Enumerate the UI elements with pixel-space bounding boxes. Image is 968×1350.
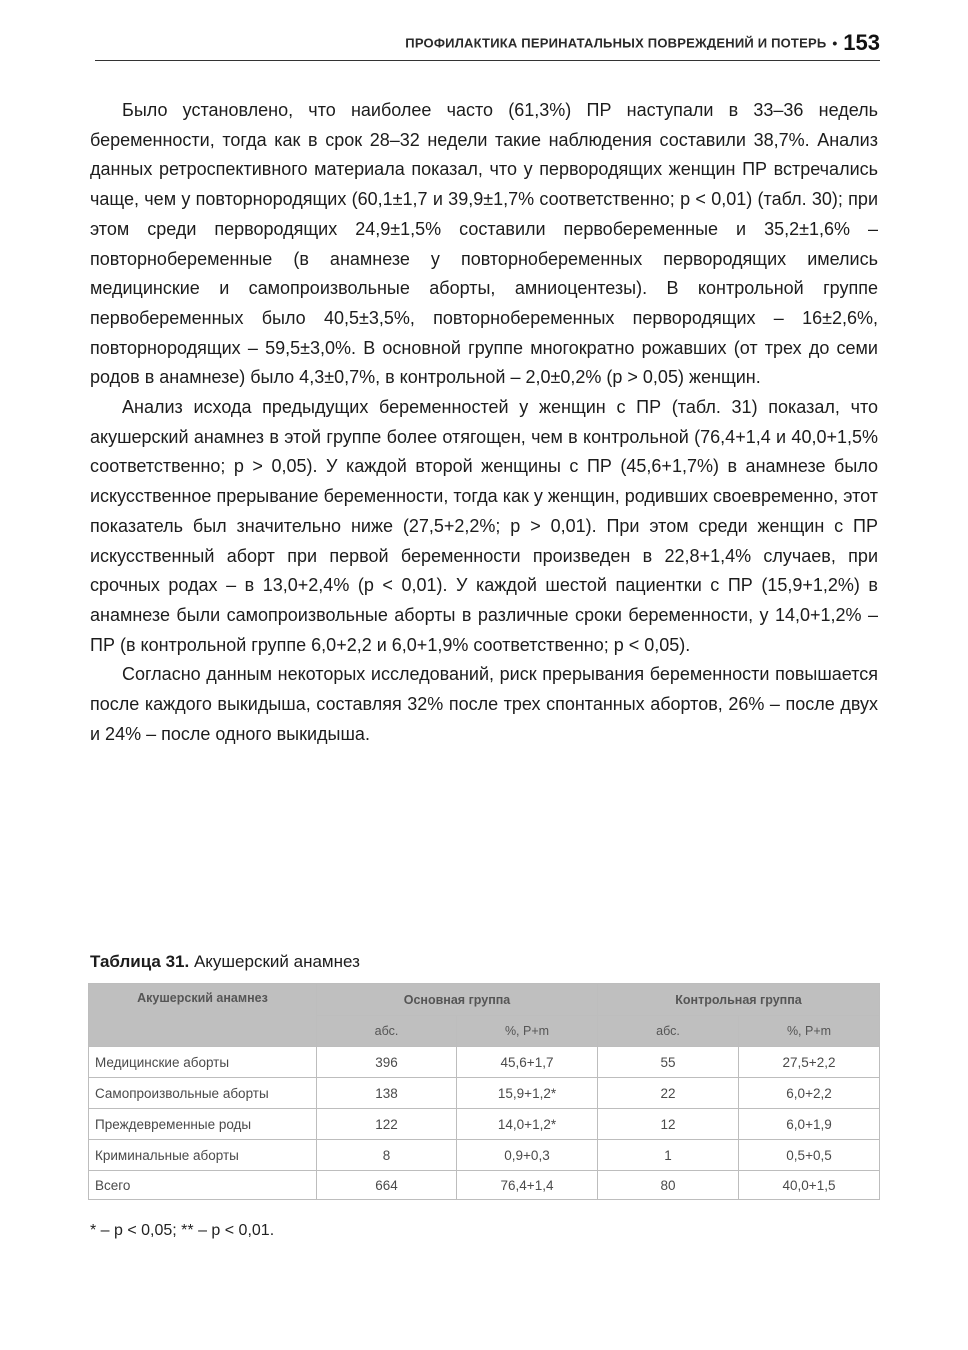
- table-caption: [90, 952, 360, 972]
- table-caption-label: Таблица 31.: [90, 952, 190, 971]
- cell-main-abs: 138: [317, 1078, 457, 1109]
- cell-ctrl-abs: 1: [598, 1140, 739, 1171]
- table-row: [89, 1078, 880, 1109]
- main-text: [90, 96, 878, 749]
- anamnesis-table: [88, 983, 880, 1200]
- paragraph-3: Согласно данным некоторых исследований, риск прерывания беременности повышается после каждого выкидыша, составляя 32% после трех спонтанных абортов, 26% – после двух и 24% – после одного выкидыша.: [90, 664, 878, 744]
- row-label: Самопроизвольные аборты: [89, 1078, 317, 1109]
- cell-main-pct: 14,0+1,2*: [457, 1109, 598, 1140]
- cell-ctrl-pct: 6,0+1,9: [739, 1109, 880, 1140]
- paragraph-1: Было установлено, что наиболее часто (61,3%) ПР наступали в 33–36 недель беременности, тогда как в срок 28–32 недели такие наблюдения составили 38,7%. Анализ данных ретроспективного материала показал, что у первородящих женщин ПР встречались чаще, чем у повторнородящих (60,1±1,7 и 39,9±1,7% соответственно; p < 0,01) (табл. 30); при этом среди первородящих 24,9±1,5% составили первобеременные и 35,2±1,6% – повторнобеременные (в анамнезе у повторнобеременных первородящих имелись медицинские и самопроизвольные аборты, амниоцентезы). В контрольной группе первобеременных было 40,5±3,5%, повторнобеременных первородящих – 16±2,6%, повторнородящих – 59,5±3,0%. В основной группе многократно рожавших (от трех до семи родов в анамнезе) было 4,3±0,7%, в контрольной – 2,0±0,2% (p > 0,05) женщин.: [90, 100, 878, 388]
- header-main-abs: абс.: [317, 1016, 457, 1047]
- header-main-pct: %, P+m: [457, 1016, 598, 1047]
- cell-main-pct: 76,4+1,4: [457, 1171, 598, 1200]
- cell-ctrl-pct: 6,0+2,2: [739, 1078, 880, 1109]
- cell-ctrl-abs: 22: [598, 1078, 739, 1109]
- header-main-group: Основная группа: [317, 984, 598, 1016]
- cell-ctrl-pct: 40,0+1,5: [739, 1171, 880, 1200]
- cell-ctrl-abs: 80: [598, 1171, 739, 1200]
- row-label: Медицинские аборты: [89, 1047, 317, 1078]
- cell-ctrl-pct: 27,5+2,2: [739, 1047, 880, 1078]
- cell-ctrl-pct: 0,5+0,5: [739, 1140, 880, 1171]
- row-label: Всего: [89, 1171, 317, 1200]
- paragraph-2: Анализ исхода предыдущих беременностей у женщин с ПР (табл. 31) показал, что акушерский анамнез в этой группе более отягощен, чем в контрольной (76,4+1,4 и 40,0+1,5% соответственно; p > 0,05). У каждой второй женщины с ПР (45,6+1,7%) в анамнезе было искусственное прерывание беременности, тогда как у женщин, родивших своевременно, этот показатель был значительно ниже (27,5+2,2%; p > 0,01). При этом среди женщин с ПР искусственный аборт при первой беременности произведен в 22,8+1,4% случаев, при срочных родах – в 13,0+2,4% (p < 0,01). У каждой шестой пациентки с ПР (15,9+1,2%) в анамнезе были самопроизвольные аборты в различные сроки беременности, у 14,0+1,2% – ПР (в контрольной группе 6,0+2,2 и 6,0+1,9% соответственно; p < 0,05).: [90, 397, 878, 655]
- row-label: Преждевременные роды: [89, 1109, 317, 1140]
- table-row: [89, 1047, 880, 1078]
- header-ctrl-abs: абс.: [598, 1016, 739, 1047]
- running-head-title: ПРОФИЛАКТИКА ПЕРИНАТАЛЬНЫХ ПОВРЕЖДЕНИЙ И ПОТЕРЬ: [405, 35, 827, 51]
- header-control-group: Контрольная группа: [598, 984, 880, 1016]
- running-head: [95, 30, 880, 61]
- cell-ctrl-abs: 55: [598, 1047, 739, 1078]
- running-head-separator: •: [832, 35, 838, 51]
- cell-main-abs: 664: [317, 1171, 457, 1200]
- table-footnote: * – p < 0,05; ** – p < 0,01.: [90, 1222, 275, 1239]
- cell-main-abs: 396: [317, 1047, 457, 1078]
- cell-main-pct: 15,9+1,2*: [457, 1078, 598, 1109]
- header-ctrl-pct: %, P+m: [739, 1016, 880, 1047]
- table-row: [89, 1140, 880, 1171]
- header-col-label: Акушерский анамнез: [89, 984, 317, 1047]
- cell-main-abs: 122: [317, 1109, 457, 1140]
- table-row: [89, 1109, 880, 1140]
- cell-main-pct: 0,9+0,3: [457, 1140, 598, 1171]
- cell-ctrl-abs: 12: [598, 1109, 739, 1140]
- table-caption-text: Акушерский анамнез: [189, 952, 360, 971]
- row-label: Криминальные аборты: [89, 1140, 317, 1171]
- cell-main-pct: 45,6+1,7: [457, 1047, 598, 1078]
- page-number: 153: [843, 30, 880, 55]
- cell-main-abs: 8: [317, 1140, 457, 1171]
- table-row-total: [89, 1171, 880, 1200]
